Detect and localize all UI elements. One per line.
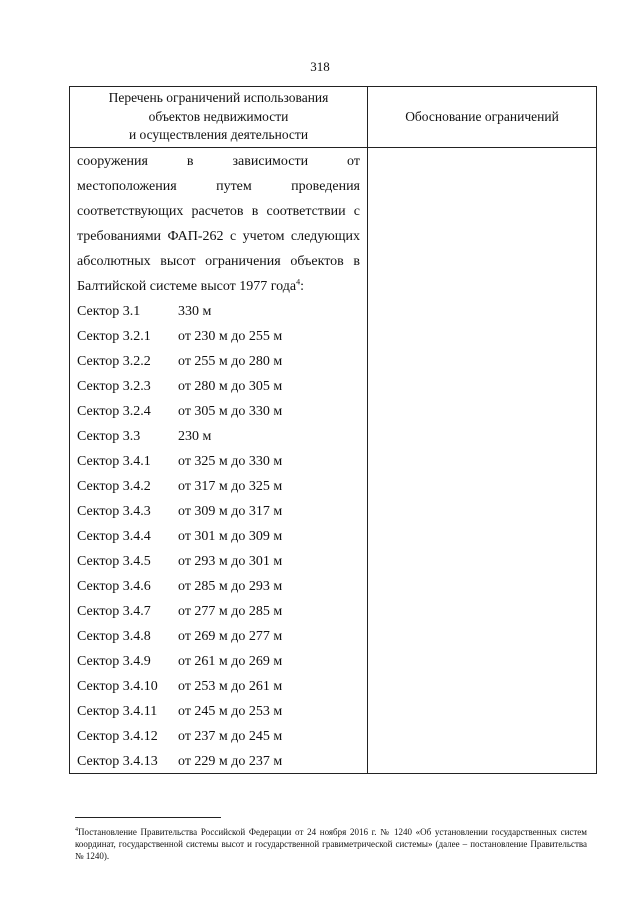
sector-list bbox=[77, 302, 360, 777]
sector-value: от 255 м до 280 м bbox=[178, 354, 283, 369]
sector-row bbox=[77, 702, 360, 727]
sector-value: от 277 м до 285 м bbox=[178, 604, 283, 619]
sector-name: Сектор 3.4.6 bbox=[77, 579, 151, 594]
sector-row bbox=[77, 527, 360, 552]
sector-name: Сектор 3.4.12 bbox=[77, 729, 158, 744]
sector-name: Сектор 3.2.1 bbox=[77, 329, 151, 344]
sector-row bbox=[77, 552, 360, 577]
sector-name: Сектор 3.4.10 bbox=[77, 679, 158, 694]
sector-value: от 237 м до 245 м bbox=[178, 729, 283, 744]
text-line-content: Балтийской системе высот 1977 года bbox=[77, 279, 297, 294]
sector-name: Сектор 3.4.9 bbox=[77, 654, 151, 669]
footnote-reference: 4 bbox=[296, 277, 301, 287]
sector-name: Сектор 3.2.4 bbox=[77, 404, 151, 419]
sector-value: от 293 м до 301 м bbox=[178, 554, 283, 569]
sector-value: 330 м bbox=[178, 304, 212, 319]
header-left-line: Перечень ограничений использования bbox=[108, 90, 329, 105]
text-line-tail: : bbox=[300, 279, 304, 294]
sector-value: от 245 м до 253 м bbox=[178, 704, 283, 719]
sector-value: от 261 м до 269 м bbox=[178, 654, 283, 669]
sector-value: от 305 м до 330 м bbox=[178, 404, 283, 419]
header-left-line: и осуществления деятельности bbox=[128, 127, 309, 142]
sector-row bbox=[77, 352, 360, 377]
sector-row bbox=[77, 752, 360, 777]
sector-row bbox=[77, 602, 360, 627]
sector-row bbox=[77, 477, 360, 502]
sector-name: Сектор 3.2.3 bbox=[77, 379, 151, 394]
header-left-line: объектов недвижимости bbox=[148, 108, 289, 124]
sector-row bbox=[77, 302, 360, 327]
sector-value: от 285 м до 293 м bbox=[178, 579, 283, 594]
sector-name: Сектор 3.4.1 bbox=[77, 454, 151, 469]
sector-row bbox=[77, 677, 360, 702]
sector-row bbox=[77, 627, 360, 652]
sector-row bbox=[77, 577, 360, 602]
page-number: 318 bbox=[310, 59, 330, 74]
sector-name: Сектор 3.4.13 bbox=[77, 754, 158, 769]
sector-row bbox=[77, 502, 360, 527]
sector-value: от 301 м до 309 м bbox=[178, 529, 283, 544]
text-line: абсолютных высот ограничения объектов в bbox=[77, 254, 360, 269]
sector-value: от 317 м до 325 м bbox=[178, 479, 283, 494]
header-right bbox=[368, 87, 596, 147]
sector-name: Сектор 3.2.2 bbox=[77, 354, 151, 369]
sector-row bbox=[77, 327, 360, 352]
sector-name: Сектор 3.4.11 bbox=[77, 704, 158, 719]
sector-row bbox=[77, 452, 360, 477]
sector-row bbox=[77, 402, 360, 427]
footnote-mark: 4 bbox=[75, 827, 78, 833]
sector-row bbox=[77, 427, 360, 452]
sector-value: 230 м bbox=[178, 429, 212, 444]
sector-name: Сектор 3.4.8 bbox=[77, 629, 151, 644]
sector-value: от 230 м до 255 м bbox=[178, 329, 283, 344]
sector-value: от 280 м до 305 м bbox=[178, 379, 283, 394]
restrictions-table bbox=[69, 86, 597, 774]
sector-value: от 309 м до 317 м bbox=[178, 504, 283, 519]
sector-row bbox=[77, 377, 360, 402]
sector-name: Сектор 3.4.7 bbox=[77, 604, 151, 619]
header-right-label: Обоснование ограничений bbox=[405, 109, 559, 124]
sector-name: Сектор 3.4.5 bbox=[77, 554, 151, 569]
sector-value: от 325 м до 330 м bbox=[178, 454, 283, 469]
footnote-text: Постановление Правительства Российской Федерации от 24 ноября 2016 г. № 1240 «Об установлении государственных систем координат, государственной системы высот и государственной гравиметрической системы» (далее – постановление Правительства № 1240). bbox=[75, 827, 587, 861]
column-divider bbox=[367, 87, 368, 773]
text-line: требованиями ФАП-262 с учетом следующих bbox=[77, 229, 360, 244]
text-line: местоположения путем проведения bbox=[77, 179, 360, 194]
text-line: соответствующих расчетов в соответствии с bbox=[77, 204, 360, 219]
restriction-text bbox=[77, 152, 360, 777]
sector-name: Сектор 3.3 bbox=[77, 429, 141, 444]
footnote bbox=[75, 826, 587, 862]
sector-value: от 253 м до 261 м bbox=[178, 679, 283, 694]
sector-value: от 229 м до 237 м bbox=[178, 754, 283, 769]
sector-row bbox=[77, 652, 360, 677]
text-line: сооружения в зависимости от bbox=[77, 154, 360, 169]
sector-name: Сектор 3.4.4 bbox=[77, 529, 151, 544]
sector-row bbox=[77, 727, 360, 752]
sector-name: Сектор 3.1 bbox=[77, 304, 141, 319]
sector-value: от 269 м до 277 м bbox=[178, 629, 283, 644]
header-divider bbox=[70, 147, 596, 148]
footnote-separator bbox=[75, 817, 221, 818]
sector-name: Сектор 3.4.3 bbox=[77, 504, 151, 519]
header-left bbox=[70, 89, 367, 145]
text-line bbox=[77, 277, 360, 302]
sector-name: Сектор 3.4.2 bbox=[77, 479, 151, 494]
